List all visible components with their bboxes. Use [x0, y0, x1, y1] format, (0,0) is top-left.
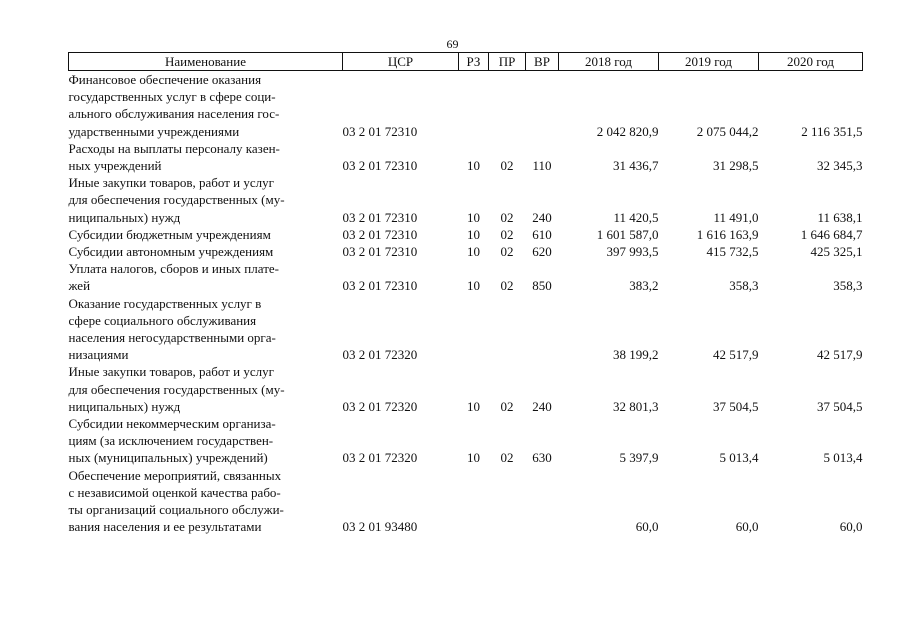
cell-rz — [459, 71, 489, 140]
name-line: Расходы на выплаты персоналу казен- — [68, 140, 280, 156]
name-line: населения негосударственными орга- — [68, 330, 276, 346]
name-line: Иные закупки товаров, работ и услуг — [68, 175, 274, 191]
name-line: Оказание государственных услуг в — [68, 295, 262, 311]
col-header-2018: 2018 год — [559, 53, 659, 71]
name-line: ниципальных) нужд — [68, 398, 181, 414]
name-line: Субсидии автономным учреждениям — [68, 244, 274, 260]
table-row — [69, 174, 863, 226]
name-line: для обеспечения государственных (му- — [68, 192, 285, 208]
cell-2018: 397 993,5 — [606, 244, 659, 260]
cell-rz: 10 — [467, 278, 480, 294]
cell-name — [69, 174, 343, 226]
cell-2018: 5 397,9 — [619, 450, 659, 466]
cell-2020: 32 345,3 — [817, 158, 863, 174]
cell-name — [69, 226, 343, 243]
table-row — [69, 295, 863, 364]
cell-2019: 1 616 163,9 — [696, 226, 759, 242]
cell-rz: 10 — [467, 226, 480, 242]
name-line: Финансовое обеспечение оказания — [68, 72, 262, 87]
cell-2020: 425 325,1 — [810, 244, 863, 260]
cell-pr: 02 — [500, 158, 514, 174]
cell-2020: 358,3 — [833, 278, 863, 294]
cell-rz: 10 — [467, 398, 480, 414]
table-row — [69, 415, 863, 467]
cell-rz — [459, 467, 489, 536]
cell-pr: 02 — [500, 244, 514, 260]
name-line: Субсидии некоммерческим организа- — [68, 416, 276, 432]
header-row — [69, 53, 863, 71]
table-row — [69, 226, 863, 243]
cell-csr: 03 2 01 72320 — [342, 398, 418, 414]
table-row — [69, 71, 863, 140]
cell-rz: 10 — [467, 244, 480, 260]
name-line: для обеспечения государственных (му- — [68, 381, 285, 397]
cell-rz — [459, 295, 489, 364]
cell-name — [69, 71, 343, 140]
name-line: сфере социального обслуживания — [68, 312, 257, 328]
name-line: ниципальных) нужд — [68, 209, 181, 225]
cell-vr: 620 — [532, 244, 552, 260]
name-line: Иные закупки товаров, работ и услуг — [68, 364, 274, 380]
cell-2018: 1 601 587,0 — [596, 226, 659, 242]
cell-2020: 2 116 351,5 — [801, 123, 863, 139]
cell-2019: 31 298,5 — [713, 158, 759, 174]
col-header-vr: ВР — [526, 53, 559, 71]
cell-pr — [489, 467, 526, 536]
table-row — [69, 243, 863, 260]
cell-rz: 10 — [467, 209, 480, 225]
cell-2020: 37 504,5 — [817, 398, 863, 414]
cell-csr: 03 2 01 93480 — [342, 519, 418, 535]
cell-csr: 03 2 01 72320 — [342, 347, 418, 363]
cell-vr — [526, 71, 559, 140]
cell-2018: 32 801,3 — [613, 398, 659, 414]
name-line: Обеспечение мероприятий, связанных — [68, 467, 282, 483]
table-body — [69, 71, 863, 536]
cell-2019: 415 732,5 — [706, 244, 759, 260]
cell-pr: 02 — [500, 209, 514, 225]
name-line: с независимой оценкой качества рабо- — [68, 484, 281, 500]
table-row — [69, 140, 863, 174]
name-line: ных учреждений — [68, 158, 162, 174]
cell-2019: 42 517,9 — [713, 347, 759, 363]
name-line: ального обслуживания населения гос- — [68, 106, 280, 122]
table-row — [69, 260, 863, 294]
cell-vr: 240 — [532, 398, 552, 414]
cell-name — [69, 363, 343, 415]
cell-csr: 03 2 01 72320 — [342, 450, 418, 466]
cell-name — [69, 260, 343, 294]
cell-2019: 11 491,0 — [713, 209, 759, 225]
cell-2020: 1 646 684,7 — [800, 226, 863, 242]
cell-csr: 03 2 01 72310 — [342, 278, 418, 294]
cell-csr: 03 2 01 72310 — [342, 123, 418, 139]
name-line: низациями — [68, 347, 129, 363]
cell-vr — [526, 295, 559, 364]
cell-pr — [489, 71, 526, 140]
cell-pr: 02 — [500, 226, 514, 242]
cell-2019: 2 075 044,2 — [696, 123, 759, 139]
cell-rz: 10 — [467, 450, 480, 466]
table-header — [69, 53, 863, 71]
cell-2019: 37 504,5 — [713, 398, 759, 414]
name-line: ты организаций социального обслужи- — [68, 502, 284, 518]
cell-2018: 11 420,5 — [613, 209, 659, 225]
cell-pr: 02 — [500, 278, 514, 294]
cell-rz: 10 — [467, 158, 480, 174]
cell-csr: 03 2 01 72310 — [342, 158, 418, 174]
name-line: вания населения и ее результатами — [68, 519, 262, 535]
cell-2019: 358,3 — [729, 278, 759, 294]
col-header-2020: 2020 год — [759, 53, 863, 71]
cell-vr: 240 — [532, 209, 552, 225]
cell-name — [69, 467, 343, 536]
cell-csr: 03 2 01 72310 — [342, 209, 418, 225]
cell-2020: 11 638,1 — [817, 209, 863, 225]
name-line: циям (за исключением государствен- — [68, 433, 274, 449]
cell-2019: 60,0 — [735, 519, 759, 535]
cell-name — [69, 415, 343, 467]
cell-2018: 60,0 — [635, 519, 659, 535]
table-row — [69, 467, 863, 536]
cell-2019: 5 013,4 — [719, 450, 759, 466]
cell-2018: 31 436,7 — [613, 158, 659, 174]
name-line: Субсидии бюджетным учреждениям — [68, 226, 271, 242]
cell-pr — [489, 295, 526, 364]
cell-vr: 110 — [532, 158, 552, 174]
name-line: Уплата налогов, сборов и иных плате- — [68, 261, 279, 277]
table-row — [69, 363, 863, 415]
cell-vr: 630 — [532, 450, 552, 466]
col-header-name: Наименование — [69, 53, 343, 71]
col-header-csr: ЦСР — [343, 53, 459, 71]
cell-2018: 383,2 — [629, 278, 659, 294]
cell-vr: 610 — [532, 226, 552, 242]
name-line: ных (муниципальных) учреждений) — [68, 450, 268, 466]
cell-name — [69, 295, 343, 364]
cell-pr: 02 — [500, 398, 514, 414]
cell-vr — [526, 467, 559, 536]
col-header-2019: 2019 год — [659, 53, 759, 71]
cell-vr: 850 — [532, 278, 552, 294]
cell-name — [69, 140, 343, 174]
cell-2020: 42 517,9 — [817, 347, 863, 363]
cell-name — [69, 243, 343, 260]
name-line: государственных услуг в сфере соци- — [68, 89, 276, 105]
budget-table — [68, 52, 863, 535]
cell-2018: 2 042 820,9 — [596, 123, 659, 139]
name-line: ударственными учреждениями — [68, 123, 240, 139]
cell-2020: 5 013,4 — [823, 450, 863, 466]
page-number: 69 — [446, 37, 459, 51]
cell-2020: 60,0 — [839, 519, 863, 535]
cell-pr: 02 — [500, 450, 514, 466]
cell-csr: 03 2 01 72310 — [342, 226, 418, 242]
col-header-rz: РЗ — [459, 53, 489, 71]
cell-csr: 03 2 01 72310 — [342, 244, 418, 260]
col-header-pr: ПР — [489, 53, 526, 71]
name-line: жей — [68, 278, 91, 294]
cell-2018: 38 199,2 — [613, 347, 659, 363]
